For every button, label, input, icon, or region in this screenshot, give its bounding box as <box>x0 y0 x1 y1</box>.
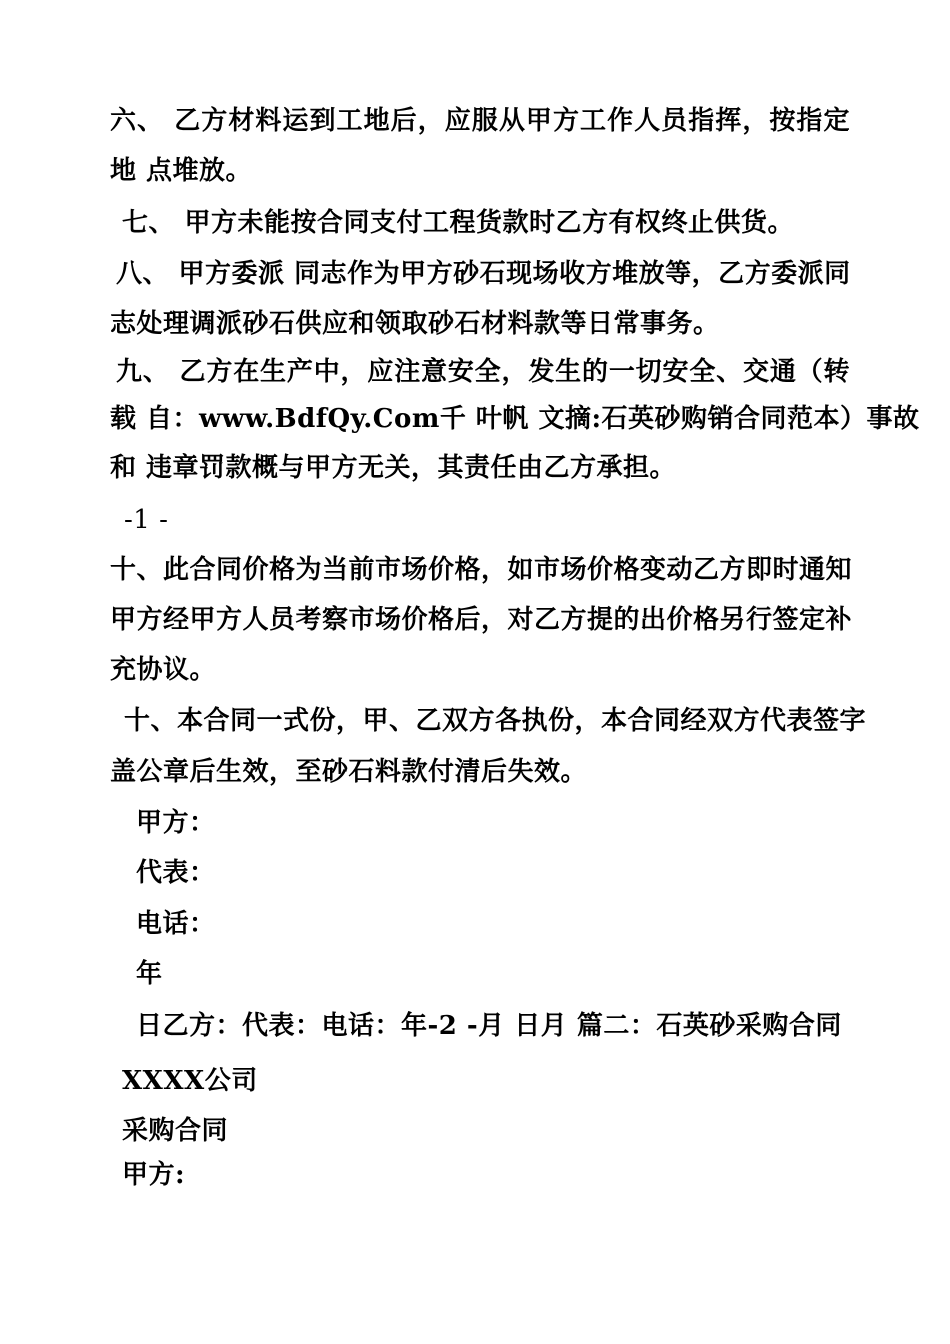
signature-party-a: 甲方： <box>136 808 216 838</box>
signature-representative: 代表： <box>136 858 216 888</box>
clause-9-line-1: 九、 乙方在生产中，应注意安全，发生的一切安全、交通（转 <box>116 357 850 387</box>
clause-7-line-1: 七、 甲方未能按合同支付工程货款时乙方有权终止供货。 <box>122 208 795 238</box>
clause-8-line-2: 志处理调派砂石供应和领取砂石材料款等日常事务。 <box>110 309 720 339</box>
second-contract-company: XXXX公司 <box>122 1066 258 1096</box>
page-number: -1 - <box>124 505 169 535</box>
clause-10-line-3: 充协议。 <box>110 655 217 685</box>
clause-10-line-1: 十、此合同价格为当前市场价格，如市场价格变动乙方即时通知 <box>110 555 853 585</box>
signature-combined-line: 日乙方：代表：电话：年-2 -月 日月 篇二：石英砂采购合同 <box>136 1011 842 1041</box>
clause-6-line-1: 六、 乙方材料运到工地后，应服从甲方工作人员指挥，按指定 <box>110 106 850 136</box>
clause-10b-line-1: 十、本合同一式份，甲、乙双方各执份，本合同经双方代表签字 <box>124 706 867 736</box>
signature-year: 年 <box>136 959 163 989</box>
second-contract-title: 采购合同 <box>122 1116 229 1146</box>
clause-9-line-2: 载 自：www.BdfQy.Com千 叶帆 文摘:石英砂购销合同范本）事故 <box>110 404 920 434</box>
clause-6-line-2: 地 点堆放。 <box>110 156 253 186</box>
clause-10b-line-2: 盖公章后生效，至砂石料款付清后失效。 <box>110 757 588 787</box>
signature-phone: 电话： <box>136 909 216 939</box>
second-contract-party-a: 甲方: <box>122 1160 186 1190</box>
clause-8-line-1: 八、 甲方委派 同志作为甲方砂石现场收方堆放等，乙方委派同 <box>116 259 851 289</box>
clause-10-line-2: 甲方经甲方人员考察市场价格后，对乙方提的出价格另行签定补 <box>110 605 853 635</box>
clause-9-line-3: 和 违章罚款概与甲方无关，其责任由乙方承担。 <box>110 453 677 483</box>
